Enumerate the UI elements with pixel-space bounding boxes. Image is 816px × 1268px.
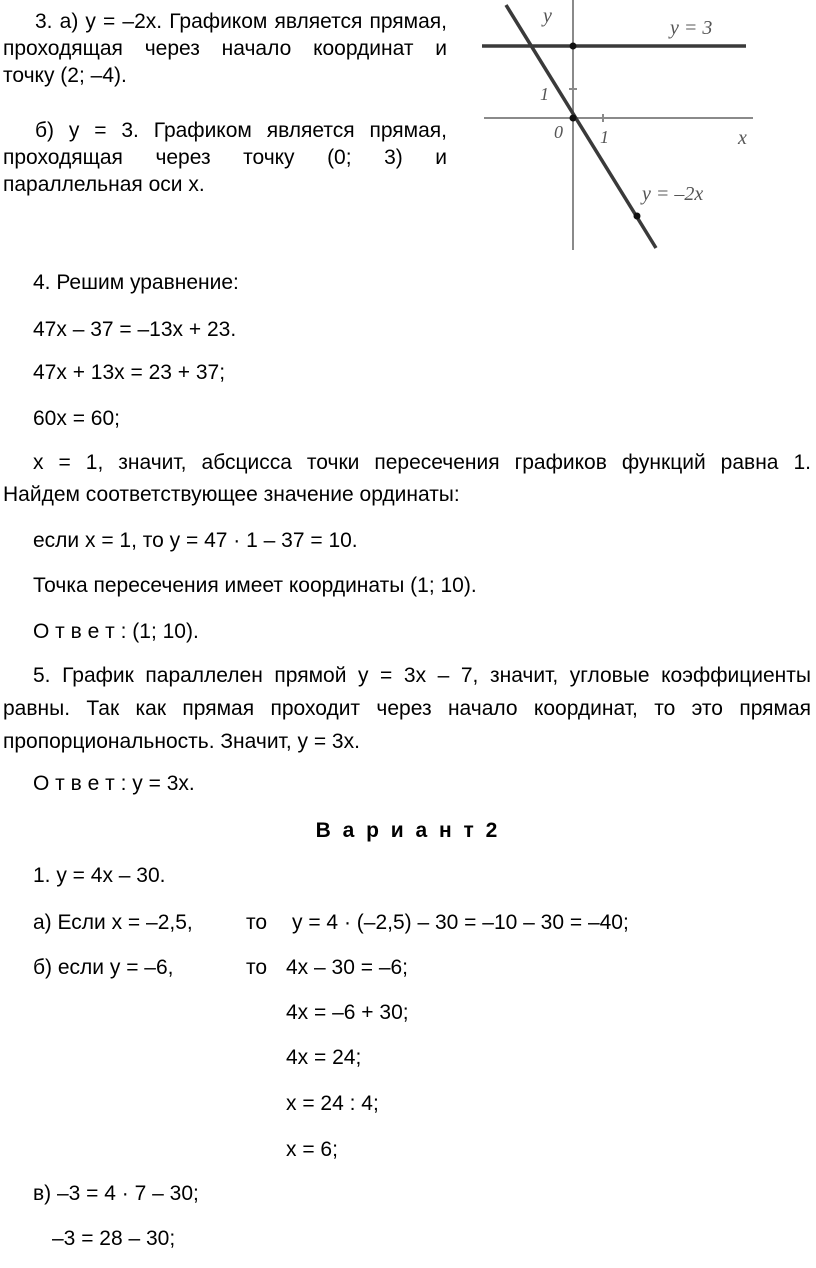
- p5-answer: [33, 772, 195, 796]
- v2-item1: 1. y = 4x – 30.: [33, 864, 166, 887]
- problem-3b: [3, 117, 447, 198]
- v2-a-to: то: [246, 911, 268, 934]
- v2-b-to: то: [246, 956, 268, 979]
- origin-label: 0: [554, 122, 563, 142]
- label-y-equals-3: y = 3: [670, 17, 713, 39]
- label-y-equals-minus-2x: y = –2x: [642, 183, 704, 205]
- line-y-equals-minus-2x: [506, 5, 656, 248]
- text-line: x = 1, значит, абсцисса точки пересечения графиков функций равна 1.: [33, 451, 811, 474]
- text-line: равны. Так как прямая проходит через начало координат, то это прямая: [3, 697, 811, 720]
- p5-paragraph: [3, 664, 811, 754]
- point-0-3: [570, 43, 577, 50]
- v2-b-step: 4x = 24;: [286, 1046, 362, 1069]
- p4-eq3: 60x = 60;: [33, 407, 120, 430]
- tick-y-label: 1: [540, 84, 549, 104]
- v2-b-step: 4x = –6 + 30;: [286, 1001, 409, 1024]
- variant-title: В а р и а н т 2: [315, 819, 501, 842]
- v2-v-line1: в) –3 = 4 · 7 – 30;: [33, 1182, 199, 1205]
- p4-paragraph: [3, 451, 811, 507]
- v2-b-step: x = 24 : 4;: [286, 1092, 379, 1115]
- function-graph: [470, 0, 806, 260]
- p4-heading: 4. Решим уравнение:: [33, 271, 239, 294]
- text-line: пропорциональность. Значит, y = 3x.: [3, 730, 360, 753]
- v2-v-line2: –3 = 28 – 30;: [52, 1227, 176, 1250]
- text-line: 3. а) y = –2x. Графиком является прямая,: [35, 10, 447, 33]
- x-axis-label: x: [738, 127, 747, 149]
- point-origin: [570, 115, 577, 122]
- p4-if-line: если x = 1, то y = 47 · 1 – 37 = 10.: [33, 529, 358, 552]
- text-line: проходящая через точку (0; 3) и: [3, 146, 447, 169]
- tick-x-label: 1: [600, 127, 609, 147]
- text-line: 5. График параллелен прямой y = 3x – 7, значит, угловые коэффициенты: [33, 664, 811, 687]
- text-line: параллельная оси x.: [3, 173, 205, 196]
- y-axis-label: y: [543, 5, 552, 27]
- answer-value: (1; 10).: [132, 620, 199, 643]
- text-line: Найдем соответствующее значение ординаты:: [3, 483, 460, 506]
- point-2-minus-4: [634, 213, 641, 220]
- v2-b-step: 4x – 30 = –6;: [286, 956, 409, 979]
- text-line: проходящая через начало координат и: [3, 37, 447, 60]
- text-line: б) y = 3. Графиком является прямая,: [35, 119, 447, 142]
- p4-eq1: 47x – 37 = –13x + 23.: [33, 318, 237, 341]
- answer-value: y = 3x.: [132, 772, 195, 795]
- p4-answer: [33, 620, 199, 644]
- answer-label: О т в е т :: [33, 620, 127, 643]
- p4-eq2: 47x + 13x = 23 + 37;: [33, 361, 226, 384]
- v2-a-expr: y = 4 · (–2,5) – 30 = –10 – 30 = –40;: [292, 911, 629, 934]
- p4-point: Точка пересечения имеет координаты (1; 10).: [33, 574, 477, 597]
- v2-b-label: б) если y = –6,: [33, 956, 174, 979]
- v2-b-step: x = 6;: [286, 1138, 338, 1161]
- problem-3a: [3, 8, 447, 89]
- answer-label: О т в е т :: [33, 772, 127, 795]
- text-line: точку (2; –4).: [3, 64, 127, 87]
- v2-a-label: а) Если x = –2,5,: [33, 911, 193, 934]
